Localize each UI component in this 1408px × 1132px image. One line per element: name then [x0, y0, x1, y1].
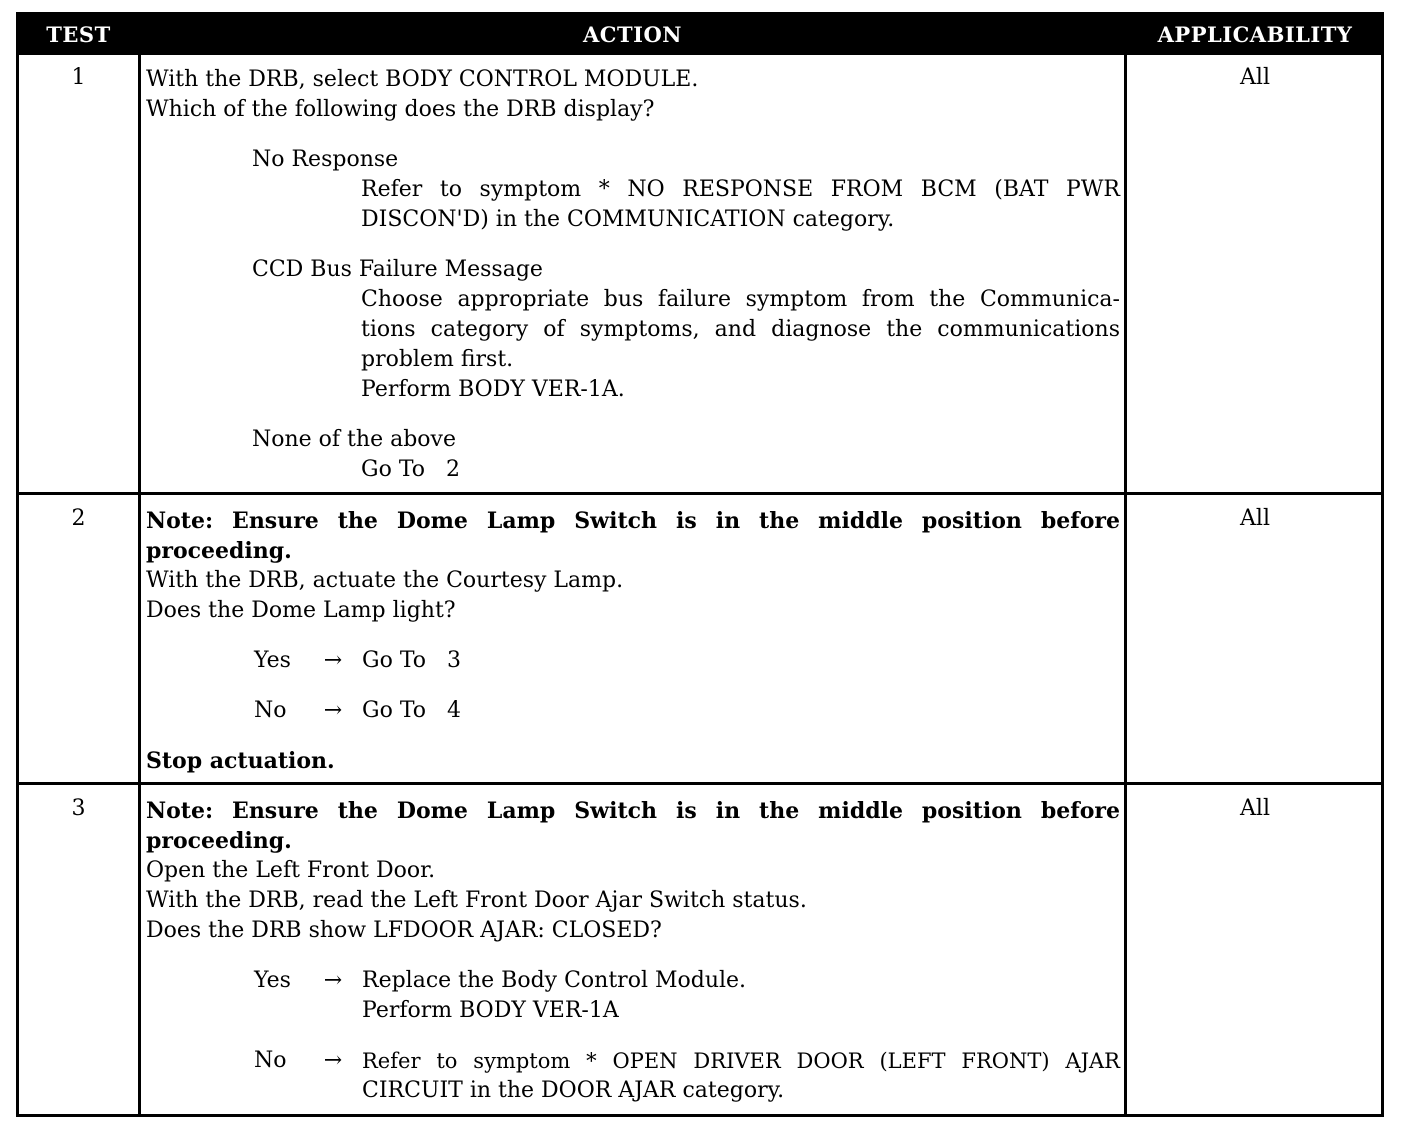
- arrow-icon: →: [323, 648, 343, 673]
- option-text: Perform BODY VER-1A.: [361, 377, 625, 402]
- action-line: Open the Left Front Door.: [146, 858, 436, 883]
- header-test: TEST: [46, 22, 111, 47]
- row-divider: [19, 782, 1381, 785]
- applicability-value: All: [1240, 506, 1270, 531]
- note-line: proceeding.: [146, 828, 292, 854]
- answer-yes: [146, 966, 1120, 1026]
- answer-no: [146, 1046, 1120, 1106]
- action-cell: [146, 506, 1120, 776]
- option-text: Choose appropriate bus failure symptom from the Communica-: [361, 287, 1120, 312]
- table-header: [19, 15, 1381, 55]
- column-divider: [138, 55, 141, 1117]
- answer-text: Go To 3: [362, 648, 461, 673]
- header-applicability: APPLICABILITY: [1157, 22, 1353, 47]
- option-text: tions category of symptoms, and diagnose the communications: [361, 317, 1120, 342]
- action-cell: [146, 796, 1120, 1106]
- option-text: problem first.: [361, 347, 514, 372]
- answer-key: No: [254, 698, 287, 723]
- note-line: Note: Ensure the Dome Lamp Switch is in the middle position before: [146, 798, 1120, 824]
- answer-key: No: [254, 1048, 287, 1073]
- option-label: No Response: [252, 147, 399, 172]
- applicability-value: All: [1240, 796, 1270, 821]
- answer-text: [362, 966, 1120, 1026]
- header-action: ACTION: [583, 22, 682, 47]
- row-divider: [19, 492, 1381, 495]
- note-line: proceeding.: [146, 538, 292, 564]
- test-number: 3: [71, 796, 86, 821]
- action-line: With the DRB, actuate the Courtesy Lamp.: [146, 568, 624, 593]
- action-line: With the DRB, select BODY CONTROL MODULE.: [146, 67, 699, 92]
- note-line: Note: Ensure the Dome Lamp Switch is in the middle position before: [146, 508, 1120, 534]
- diagnostic-table: [16, 12, 1384, 1117]
- footer-note: Stop actuation.: [146, 748, 335, 774]
- answer-key: Yes: [254, 968, 291, 993]
- answer-yes: [146, 646, 1120, 676]
- action-line: With the DRB, read the Left Front Door Ajar Switch status.: [146, 888, 807, 913]
- option-text: Go To 2: [361, 457, 460, 482]
- answer-key: Yes: [254, 648, 291, 673]
- answer-line: Perform BODY VER-1A: [362, 998, 619, 1023]
- answer-line: Replace the Body Control Module.: [362, 968, 747, 993]
- option-text: DISCON'D) in the COMMUNICATION category.: [361, 207, 895, 232]
- test-number: 1: [71, 65, 86, 90]
- option-text: Refer to symptom * NO RESPONSE FROM BCM (BAT PWR: [361, 177, 1120, 202]
- applicability-value: All: [1240, 65, 1270, 90]
- column-divider: [1124, 55, 1127, 1117]
- answer-no: [146, 696, 1120, 726]
- arrow-icon: →: [323, 1048, 343, 1073]
- option-label: CCD Bus Failure Message: [252, 257, 543, 282]
- action-cell: [146, 65, 1120, 485]
- answer-line: Refer to symptom * OPEN DRIVER DOOR (LEFT FRONT) AJAR: [362, 1049, 1120, 1073]
- action-line: Does the DRB show LFDOOR AJAR: CLOSED?: [146, 918, 662, 943]
- answer-line: CIRCUIT in the DOOR AJAR category.: [362, 1078, 785, 1103]
- option-label: None of the above: [252, 427, 456, 452]
- arrow-icon: →: [323, 698, 343, 723]
- action-line: Does the Dome Lamp light?: [146, 598, 456, 623]
- answer-text: Go To 4: [362, 698, 461, 723]
- test-number: 2: [71, 506, 86, 531]
- answer-text: [362, 1046, 1120, 1106]
- action-line: Which of the following does the DRB display?: [146, 97, 655, 122]
- arrow-icon: →: [323, 968, 343, 993]
